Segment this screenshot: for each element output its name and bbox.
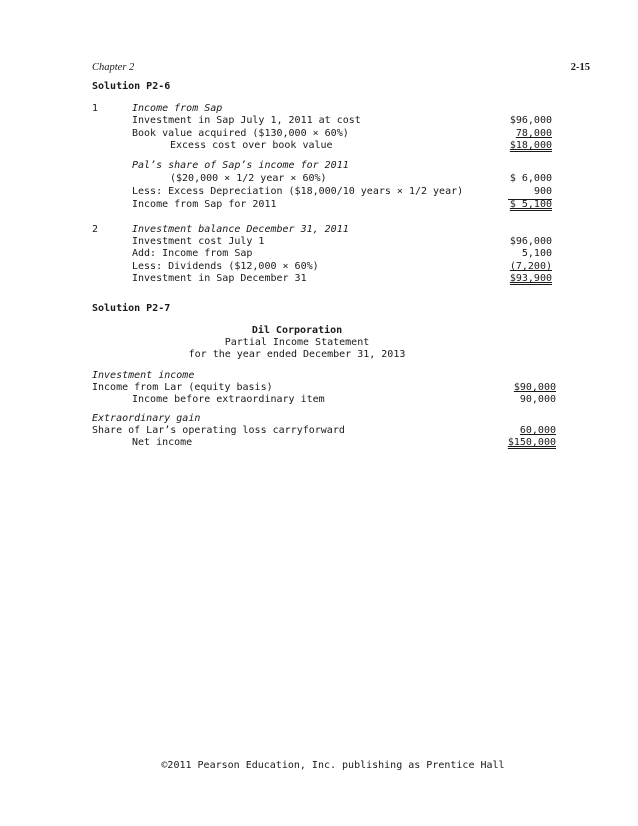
p26-amt-income-from-sap bbox=[490, 199, 552, 212]
company-name: Dil Corporation bbox=[251, 325, 343, 336]
p26-amt-investment-cost-july: $96,000 bbox=[509, 236, 552, 247]
statement-period: for the year ended December 31, 2013 bbox=[188, 349, 406, 360]
p26-line-investment-cost-july: Investment cost July 1 bbox=[132, 236, 265, 247]
p27-line-net-income: Net income bbox=[132, 437, 193, 448]
p26-amt-investment-cost: $96,000 bbox=[509, 115, 552, 126]
p26-line-investment-dec31: Investment in Sap December 31 bbox=[132, 273, 307, 284]
part-1-heading: Income from Sap bbox=[132, 103, 223, 114]
solution-p2-7-title: Solution P2-7 bbox=[92, 303, 171, 314]
p26-line-share-calc: ($20,000 × 1/2 year × 60%) bbox=[170, 173, 327, 184]
part-2-heading: Investment balance December 31, 2011 bbox=[132, 224, 349, 235]
p26-amt-excess-cost bbox=[490, 140, 552, 153]
p27-line-share-carryforward: Share of Lar’s operating loss carryforward bbox=[92, 425, 345, 436]
p26-line-add-income: Add: Income from Sap bbox=[132, 248, 253, 259]
extraordinary-gain-heading: Extraordinary gain bbox=[92, 413, 201, 424]
p27-amt-share-carryforward-text: 60,000 bbox=[519, 425, 556, 436]
p27-amt-income-from-lar bbox=[480, 382, 556, 395]
p26-amt-add-income: 5,100 bbox=[521, 248, 552, 259]
p26-amt-income-from-sap-text: $ 5,100 bbox=[509, 199, 552, 210]
p27-line-income-from-lar: Income from Lar (equity basis) bbox=[92, 382, 273, 393]
p26-amt-less-dividends bbox=[490, 261, 552, 274]
p27-amt-income-before-extra: 90,000 bbox=[519, 394, 556, 405]
p26-line-excess-depreciation: Less: Excess Depreciation ($18,000/10 years × 1/2 year) bbox=[132, 186, 464, 197]
part-1-number: 1 bbox=[92, 103, 99, 114]
p26-line-excess-cost: Excess cost over book value bbox=[170, 140, 333, 151]
p26-amt-investment-dec31-text: $93,900 bbox=[509, 273, 552, 284]
p26-line-investment-cost: Investment in Sap July 1, 2011 at cost bbox=[132, 115, 361, 126]
p27-amt-net-income bbox=[480, 437, 556, 450]
page-number: 2-15 bbox=[570, 62, 590, 73]
part-2-number: 2 bbox=[92, 224, 99, 235]
p26-amt-excess-cost-text: $18,000 bbox=[509, 140, 552, 151]
p26-share-heading: Pal’s share of Sap’s income for 2011 bbox=[132, 160, 349, 171]
p26-line-less-dividends: Less: Dividends ($12,000 × 60%) bbox=[132, 261, 319, 272]
chapter-label: Chapter 2 bbox=[92, 62, 135, 73]
p27-amt-share-carryforward bbox=[480, 425, 556, 438]
p26-amt-share-calc: $ 6,000 bbox=[509, 173, 552, 184]
p26-amt-investment-dec31 bbox=[490, 273, 552, 286]
solution-p2-6-title: Solution P2-6 bbox=[92, 81, 171, 92]
p26-line-book-value: Book value acquired ($130,000 × 60%) bbox=[132, 128, 349, 139]
p26-line-income-from-sap: Income from Sap for 2011 bbox=[132, 199, 277, 210]
statement-title: Partial Income Statement bbox=[224, 337, 370, 348]
p27-line-income-before-extra: Income before extraordinary item bbox=[132, 394, 325, 405]
investment-income-heading: Investment income bbox=[92, 370, 195, 381]
p26-amt-book-value-text: 78,000 bbox=[515, 128, 552, 139]
p26-amt-book-value bbox=[490, 128, 552, 141]
p26-amt-excess-depreciation: 900 bbox=[508, 186, 552, 200]
copyright-footer: ©2011 Pearson Education, Inc. publishing as Prentice Hall bbox=[161, 760, 505, 771]
p26-amt-less-dividends-text: (7,200) bbox=[509, 261, 552, 272]
p27-amt-net-income-text: $150,000 bbox=[507, 437, 556, 448]
p27-amt-income-from-lar-text: $90,000 bbox=[513, 382, 556, 393]
